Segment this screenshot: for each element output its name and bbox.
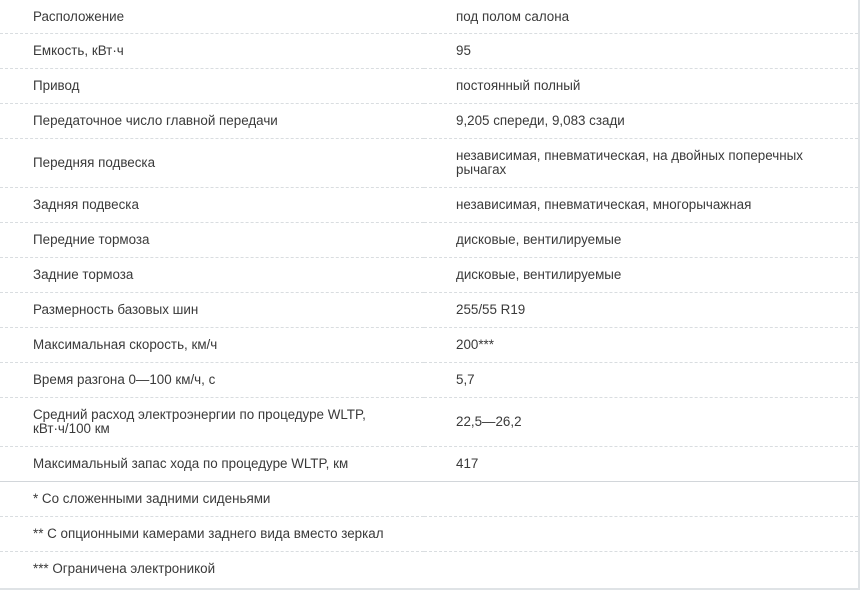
footnote-row (0, 482, 858, 517)
spec-label: Передняя подвеска (0, 139, 424, 188)
table-row (0, 34, 858, 69)
footnote-text: * Со сложенными задними сиденьями (0, 482, 858, 517)
table-row (0, 69, 858, 104)
spec-label: Максимальный запас хода по процедуре WLTP, км (0, 447, 424, 482)
spec-label: Привод (0, 69, 424, 104)
table-row (0, 139, 858, 188)
table-row (0, 398, 858, 447)
footnote-row (0, 552, 858, 587)
spec-value: под полом салона (424, 0, 858, 34)
table-row (0, 0, 858, 34)
footnote-text: ** С опционными камерами заднего вида вместо зеркал (0, 517, 858, 552)
spec-value: 22,5—26,2 (424, 398, 858, 447)
spec-value: дисковые, вентилируемые (424, 223, 858, 258)
spec-label: Расположение (0, 0, 424, 34)
table-row (0, 258, 858, 293)
table-row (0, 293, 858, 328)
table-row (0, 223, 858, 258)
spec-value: 95 (424, 34, 858, 69)
spec-label: Размерность базовых шин (0, 293, 424, 328)
spec-value: 255/55 R19 (424, 293, 858, 328)
table-row (0, 188, 858, 223)
spec-label: Средний расход электроэнергии по процедуре WLTP, кВт·ч/100 км (0, 398, 424, 447)
spec-value: постоянный полный (424, 69, 858, 104)
spec-label: Время разгона 0—100 км/ч, с (0, 363, 424, 398)
spec-value: 5,7 (424, 363, 858, 398)
spec-label: Задняя подвеска (0, 188, 424, 223)
table-row (0, 447, 858, 482)
footnote-text: *** Ограничена электроникой (33, 561, 216, 576)
spec-label: Максимальная скорость, км/ч (0, 328, 424, 363)
spec-value: 200*** (424, 328, 858, 363)
table-row (0, 328, 858, 363)
spec-label: Передние тормоза (0, 223, 424, 258)
table-row (0, 104, 858, 139)
footnote-row (0, 517, 858, 552)
spec-label: Передаточное число главной передачи (0, 104, 424, 139)
spec-value: независимая, пневматическая, многорычажная (424, 188, 858, 223)
spec-value: независимая, пневматическая, на двойных поперечных рычагах (424, 139, 858, 188)
spec-value: дисковые, вентилируемые (424, 258, 858, 293)
table-row (0, 363, 858, 398)
spec-label: Емкость, кВт·ч (0, 34, 424, 69)
spec-value: 9,205 спереди, 9,083 сзади (424, 104, 858, 139)
spec-label: Задние тормоза (0, 258, 424, 293)
spec-value: 417 (424, 447, 858, 482)
